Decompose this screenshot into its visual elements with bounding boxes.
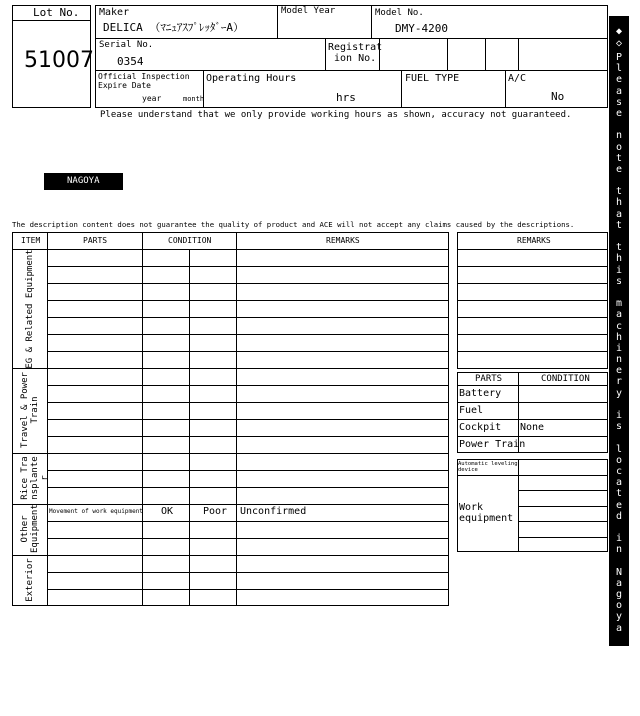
sidebar-letter: e <box>615 163 623 175</box>
sidebar-letter: s <box>615 96 623 108</box>
power-train-label: Power Train <box>459 439 526 450</box>
movement-remark: Unconfirmed <box>240 506 307 517</box>
sidebar-letter: e <box>615 365 623 377</box>
sidebar-letter <box>609 555 629 566</box>
group-travel-power-train: Travel & Power Train <box>20 372 40 448</box>
sidebar-letter: r <box>615 376 623 388</box>
sidebar-letter: n <box>615 544 623 556</box>
location-badge-label: NAGOYA <box>67 176 100 186</box>
hours-label: Operating Hours <box>206 73 297 84</box>
sidebar-letter <box>609 175 629 186</box>
group-eg-related: EG & Related Equipment <box>25 249 35 369</box>
sidebar-letter <box>609 287 629 298</box>
location-sidebar <box>609 16 629 715</box>
hours-notice: Please understand that we only provide working hours as shown, accuracy not guaranteed. <box>100 110 572 120</box>
movement-ok: OK <box>161 506 174 517</box>
ac-label: A/C <box>508 73 527 84</box>
sidebar-letter <box>609 432 629 443</box>
sidebar-letter: m <box>615 298 623 310</box>
sidebar-letter <box>609 399 629 410</box>
maker-value: DELICA （ﾏﾆｭｱｽﾌﾟﾚｯﾀﾞｰA） <box>103 21 244 34</box>
sidebar-letter: o <box>615 600 623 612</box>
sidebar-letter <box>609 522 629 533</box>
sidebar-letter: t <box>615 186 623 198</box>
serial-value: 0354 <box>117 55 144 68</box>
disclaimer: The description content does not guarantee the quality of product and ACE will not accept any claims caused by the descriptions. <box>12 220 575 229</box>
serial-label: Serial No. <box>99 40 154 50</box>
sidebar-letter: c <box>615 465 623 477</box>
diamond-outline-icon: ◇ <box>615 38 623 49</box>
sidebar-letter: a <box>615 477 623 489</box>
sidebar-letter: g <box>615 589 623 600</box>
fuel-label: Fuel <box>459 405 484 416</box>
sidebar-letter: l <box>615 443 623 455</box>
model-no-label: Model No. <box>375 8 424 18</box>
right-condition-header: CONDITION <box>541 374 590 384</box>
sidebar-letter: a <box>615 309 623 321</box>
sidebar-letter: a <box>615 622 623 634</box>
sidebar-letter: e <box>615 74 623 86</box>
model-year-label: Model Year <box>281 6 336 16</box>
registration-label-2: ion No. <box>334 53 377 64</box>
sidebar-letter: d <box>615 510 623 522</box>
header-parts: PARTS <box>83 236 108 245</box>
battery-label: Battery <box>459 388 502 399</box>
auto-leveling-label-1: Automatic leveling <box>458 461 518 467</box>
sidebar-letter: n <box>615 354 623 366</box>
sidebar-letter: s <box>615 421 623 433</box>
sidebar-letter: h <box>615 253 623 265</box>
hours-unit: hrs <box>336 91 356 104</box>
sidebar-letter: N <box>615 566 623 578</box>
group-other-equipment: Other Equipment <box>20 504 40 553</box>
sidebar-letter: i <box>615 264 623 276</box>
header-remarks: REMARKS <box>326 236 360 245</box>
sidebar-letter: t <box>615 242 623 254</box>
sidebar-text <box>609 52 629 690</box>
fuel-type-label: FUEL TYPE <box>405 73 460 84</box>
sidebar-letter <box>609 231 629 242</box>
diamond-icon: ◆ <box>615 691 623 703</box>
sidebar-letter: a <box>615 85 623 97</box>
model-no-value: DMY-4200 <box>395 22 448 35</box>
sidebar-letter: e <box>615 107 623 119</box>
sidebar-letter: o <box>615 141 623 153</box>
year-label: year <box>142 94 162 103</box>
sidebar-letter: e <box>615 499 623 511</box>
sidebar-letter: Y <box>615 644 623 656</box>
month-label: month <box>183 95 205 103</box>
sidebar-letter: c <box>615 320 623 332</box>
sidebar-letter: h <box>615 331 623 343</box>
sidebar-letter: P <box>615 52 623 63</box>
registration-label-1: Registrat <box>328 42 383 53</box>
header-condition: CONDITION <box>168 236 212 245</box>
maker-label: Maker <box>99 7 130 18</box>
sidebar-letter: t <box>615 488 623 500</box>
sidebar-letter: h <box>615 197 623 209</box>
sidebar-letter: t <box>615 219 623 231</box>
sidebar-letter: a <box>615 656 623 668</box>
sidebar-letter: s <box>615 275 623 287</box>
sidebar-letter: a <box>615 577 623 589</box>
diamond-outline-icon: ◇ <box>615 703 623 715</box>
cockpit-value: None <box>520 422 545 433</box>
right-remarks-header: REMARKS <box>517 236 551 245</box>
lot-label: Lot No. <box>33 6 80 19</box>
cockpit-label: Cockpit <box>459 422 502 433</box>
group-rice-transplanter: Rice Transplanter <box>20 456 50 500</box>
movement-poor: Poor <box>203 506 228 517</box>
sidebar-letter: l <box>615 63 623 75</box>
sidebar-letter <box>609 634 629 645</box>
inspection-label-1: Official Inspection <box>98 72 190 81</box>
diamond-icon: ◆ <box>615 26 623 37</box>
sidebar-letter <box>609 119 629 130</box>
header-item: ITEM <box>21 236 41 245</box>
work-equipment-label-2: equipment <box>459 513 514 524</box>
sidebar-letter: o <box>615 454 623 466</box>
sidebar-letter: i <box>615 533 623 545</box>
sidebar-letter: i <box>615 342 623 354</box>
sidebar-letter: y <box>615 611 623 623</box>
ac-value: No <box>551 90 565 103</box>
work-equipment-label-1: Work <box>459 502 484 513</box>
auto-leveling-label-2: device <box>458 467 478 473</box>
sidebar-letter: t <box>615 152 623 164</box>
sidebar-letter: r <box>615 667 623 679</box>
lot-number: 51007 <box>24 48 94 73</box>
sidebar-letter: y <box>615 387 623 399</box>
inspection-label-2: Expire Date <box>98 81 151 90</box>
movement-part: Movement of work equipment <box>49 508 143 515</box>
sidebar-letter: a <box>615 208 623 220</box>
sidebar-letter: n <box>615 130 623 142</box>
sidebar-letter: i <box>615 410 623 421</box>
sidebar-letter: d <box>615 678 623 690</box>
right-parts-header: PARTS <box>475 374 503 384</box>
group-exterior: Exterior <box>25 558 35 602</box>
